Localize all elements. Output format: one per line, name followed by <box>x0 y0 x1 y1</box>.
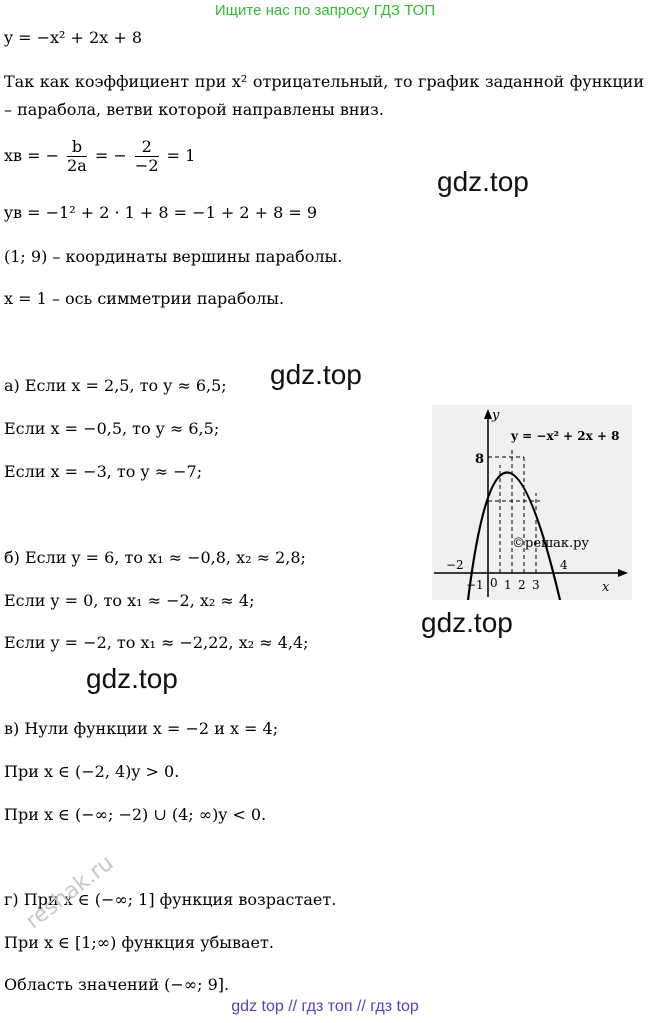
tick-x-4: 4 <box>560 558 568 572</box>
watermark-gdz-2: gdz.top <box>270 359 362 390</box>
search-banner: Ищите нас по запросу ГДЗ ТОП <box>214 2 436 19</box>
watermark-gdz-3: gdz.top <box>421 607 513 638</box>
watermark-reshak: reshak.ru <box>21 850 119 935</box>
fraction-2-neg2: $\frac{2}{-2}$ <box>134 137 159 175</box>
intro-paragraph: Так как коэффициент при x² отрицательный, то график заданной функции – парабола, ветви которой направлены вниз. <box>4 72 644 119</box>
vertex-x-mid: = − <box>94 146 127 165</box>
part-g-line-1: г) При x ∈ (−∞; 1] функция возрастает. <box>4 890 337 909</box>
symmetry-axis: x = 1 – ось симметрии параболы. <box>4 289 285 308</box>
parabola-graph-svg <box>432 405 632 600</box>
part-b-line-3: Если y = −2, то x₁ ≈ −2,22, x₂ ≈ 4,4; <box>4 633 309 652</box>
tick-x-neg1: −1 <box>466 578 484 592</box>
x-axis-arrow <box>618 569 628 577</box>
fraction-b-2a: $\frac{b}{2a}$ <box>67 137 87 175</box>
tick-x-3: 3 <box>532 578 540 592</box>
graph-copyright: ©решак.ру <box>512 536 590 551</box>
tick-x-neg2: −2 <box>446 558 464 572</box>
vertex-x-formula <box>4 138 195 175</box>
vertex-y-formula: yв = −1² + 2 · 1 + 8 = −1 + 2 + 8 = 9 <box>4 203 318 222</box>
part-a-line-1: а) Если x = 2,5, то y ≈ 6,5; <box>4 376 227 395</box>
vertex-x-rhs: = 1 <box>166 146 196 165</box>
parabola-graph <box>432 405 632 600</box>
watermark-gdz-1: gdz.top <box>437 166 529 197</box>
y-axis-label: y <box>492 408 500 423</box>
tick-y-8: 8 <box>475 452 485 467</box>
part-g-line-2: При x ∈ [1;∞) функция убывает. <box>4 933 274 952</box>
graph-equation-label: y = −x² + 2x + 8 <box>511 429 620 443</box>
part-a-line-2: Если x = −0,5, то y ≈ 6,5; <box>4 419 220 438</box>
part-v-line-2: При x ∈ (−2, 4)y > 0. <box>4 762 180 781</box>
tick-x-1: 1 <box>504 578 512 592</box>
part-b-line-1: б) Если y = 6, то x₁ ≈ −0,8, x₂ ≈ 2,8; <box>4 548 306 567</box>
function-formula: y = −x² + 2x + 8 <box>4 28 142 47</box>
tick-x-2: 2 <box>518 578 526 592</box>
watermark-gdz-4: gdz.top <box>86 663 178 694</box>
part-g-line-3: Область значений (−∞; 9]. <box>4 975 230 994</box>
vertex-coords: (1; 9) – координаты вершины параболы. <box>4 247 343 266</box>
tick-x-0: 0 <box>490 576 498 590</box>
part-v-line-1: в) Нули функции x = −2 и x = 4; <box>4 719 279 738</box>
x-axis-label: x <box>602 580 610 595</box>
part-a-line-3: Если x = −3, то y ≈ −7; <box>4 462 203 481</box>
part-b-line-2: Если y = 0, то x₁ ≈ −2, x₂ ≈ 4; <box>4 591 255 610</box>
vertex-x-lhs: xв = − <box>4 146 60 165</box>
y-axis-arrow <box>484 409 492 419</box>
footer-links: gdz top // гдз топ // гдз top <box>231 998 419 1015</box>
part-v-line-3: При x ∈ (−∞; −2) ∪ (4; ∞)y < 0. <box>4 805 267 824</box>
